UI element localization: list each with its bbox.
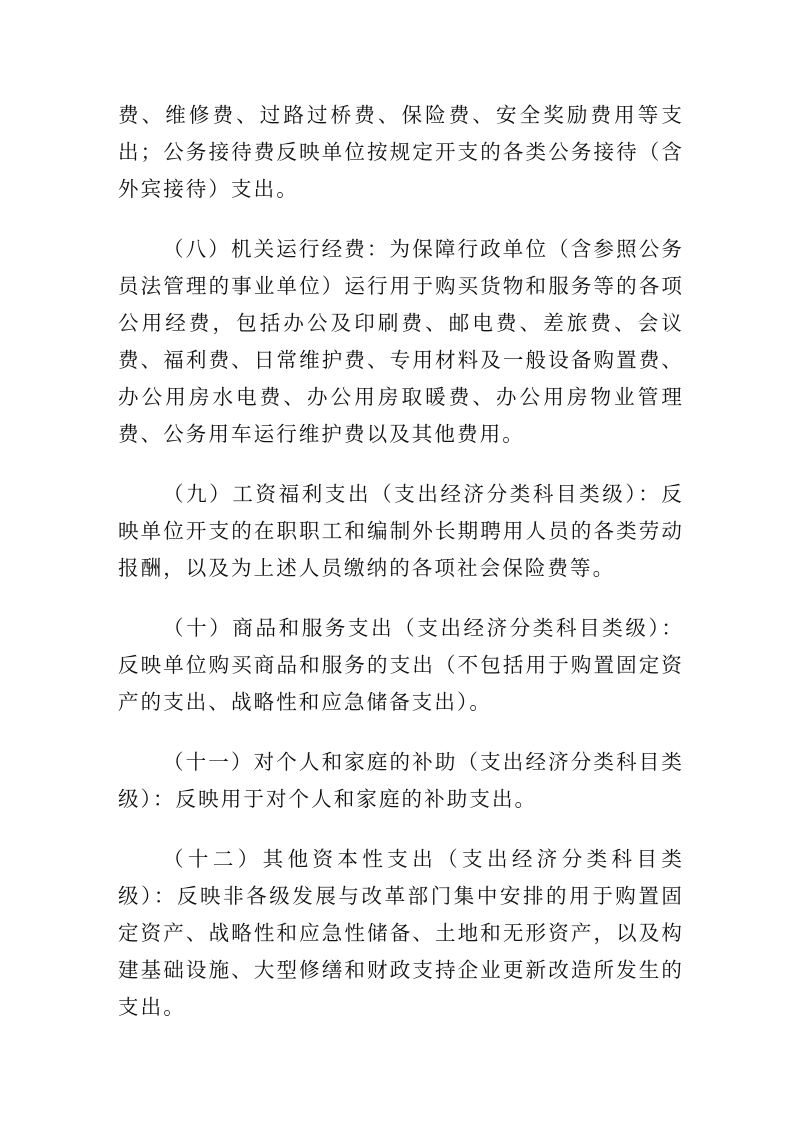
paragraph-12-other-capital-expenditure: （十二）其他资本性支出（支出经济分类科目类级）：反映非各级发展与改革部门集中安排的用于购置固定资产、战略性和应急性储备、土地和无形资产，以及构建基础设施、大型修缮和财政支持企业更新改造所发生的支出。	[118, 847, 684, 1019]
paragraph-continued-expense-note: 费、维修费、过路过桥费、保险费、安全奖励费用等支出；公务接待费反映单位按规定开支的各类公务接待（含外宾接待）支出。	[118, 103, 684, 201]
paragraph-8-agency-operating-expenses: （八）机关运行经费：为保障行政单位（含参照公务员法管理的事业单位）运行用于购买货物和服务等的各项公用经费，包括办公及印刷费、邮电费、差旅费、会议费、福利费、日常维护费、专用材料及一般设备购置费、办公用房水电费、办公用房取暖费、办公用房物业管理费、公务用车运行维护费以及其他费用。	[118, 237, 684, 446]
paragraph-11-household-subsidies: （十一）对个人和家庭的补助（支出经济分类科目类级）：反映用于对个人和家庭的补助支出。	[118, 750, 684, 811]
document-body	[118, 97, 684, 1026]
paragraph-10-goods-services: （十）商品和服务支出（支出经济分类科目类级）：反映单位购买商品和服务的支出（不包括用于购置固定资产的支出、战略性和应急储备支出）。	[118, 616, 684, 714]
paragraph-9-wages-benefits: （九）工资福利支出（支出经济分类科目类级）：反映单位开支的在职职工和编制外长期聘用人员的各类劳动报酬，以及为上述人员缴纳的各项社会保险费等。	[118, 482, 684, 580]
